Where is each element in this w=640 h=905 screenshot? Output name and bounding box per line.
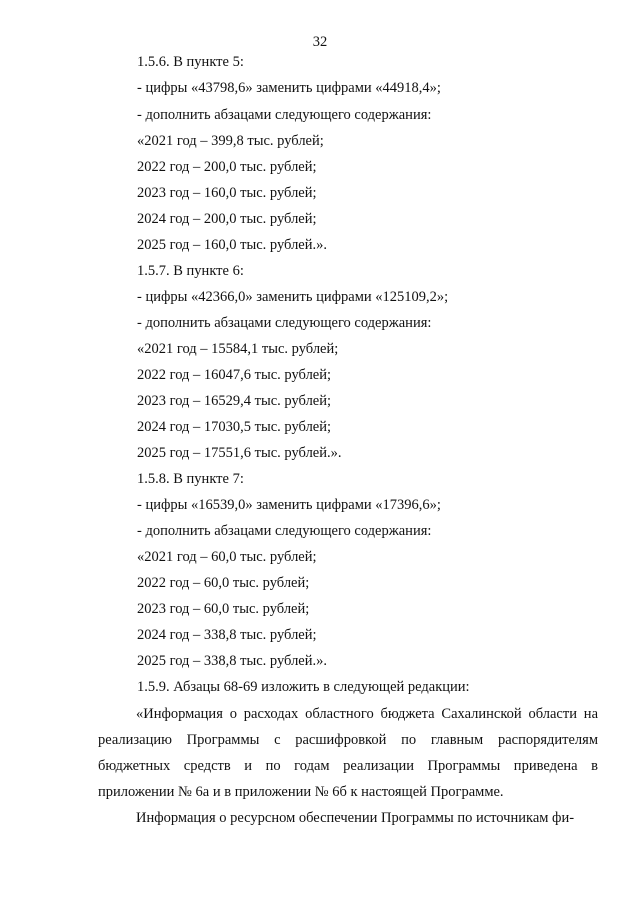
- text-line: 2022 год – 60,0 тыс. рублей;: [137, 575, 310, 591]
- text-line: 2023 год – 16529,4 тыс. рублей;: [137, 393, 332, 409]
- paragraph-expenses-info: «Информация о расходах областного бюджета Сахалинской области на реализацию Программы с расшифровкой по главным распорядителям бюджетных средств и по годам реализации Программы приведена в приложении № 6а и в приложении № 6б к настоящей Программе.: [98, 706, 598, 800]
- text-line: - дополнить абзацами следующего содержания:: [137, 315, 432, 331]
- text-line: 2023 год – 60,0 тыс. рублей;: [137, 601, 310, 617]
- text-line: 2024 год – 338,8 тыс. рублей;: [137, 627, 317, 643]
- paragraph-resource-info: Информация о ресурсном обеспечении Программы по источникам фи-: [136, 810, 575, 826]
- text-line: - цифры «16539,0» заменить цифрами «17396,6»;: [137, 497, 441, 513]
- text-line: «2021 год – 60,0 тыс. рублей;: [137, 549, 317, 565]
- text-line: - цифры «42366,0» заменить цифрами «125109,2»;: [137, 289, 449, 305]
- text-line: 2025 год – 17551,6 тыс. рублей.».: [137, 445, 342, 461]
- text-line: 2024 год – 200,0 тыс. рублей;: [137, 211, 317, 227]
- text-line: 2023 год – 160,0 тыс. рублей;: [137, 185, 317, 201]
- text-line: - дополнить абзацами следующего содержания:: [137, 107, 432, 123]
- text-line: 1.5.9. Абзацы 68-69 изложить в следующей редакции:: [137, 679, 470, 695]
- text-line: 2025 год – 338,8 тыс. рублей.».: [137, 653, 328, 669]
- page-number: 32: [312, 34, 328, 50]
- text-line: 2022 год – 16047,6 тыс. рублей;: [137, 367, 332, 383]
- text-line: 2025 год – 160,0 тыс. рублей.».: [137, 237, 328, 253]
- text-line: 1.5.8. В пункте 7:: [137, 471, 244, 487]
- text-line: «2021 год – 15584,1 тыс. рублей;: [137, 341, 339, 357]
- text-line: - дополнить абзацами следующего содержания:: [137, 523, 432, 539]
- text-line: 1.5.6. В пункте 5:: [137, 54, 244, 70]
- text-line: - цифры «43798,6» заменить цифрами «44918,4»;: [137, 80, 441, 96]
- text-line: «2021 год – 399,8 тыс. рублей;: [137, 133, 324, 149]
- text-line: 2024 год – 17030,5 тыс. рублей;: [137, 419, 332, 435]
- text-line: 2022 год – 200,0 тыс. рублей;: [137, 159, 317, 175]
- text-line: 1.5.7. В пункте 6:: [137, 263, 244, 279]
